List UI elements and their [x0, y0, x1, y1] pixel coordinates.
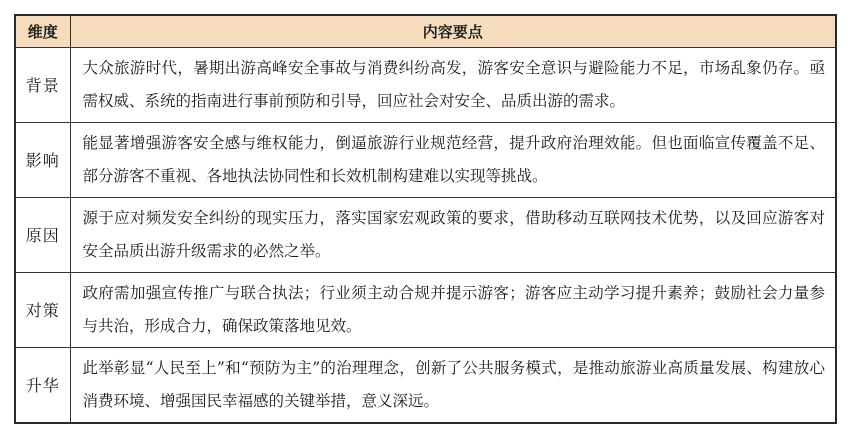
table-row [15, 197, 836, 272]
row-content-text: 大众旅游时代，暑期出游高峰安全事故与消费纠纷高发，游客安全意识与避险能力不足，市场乱象仍存。亟需权威、系统的指南进行事前预防和引导，回应社会对安全、品质出游的需求。 [70, 47, 836, 122]
row-dimension-label: 影响 [15, 122, 70, 197]
row-dimension-label: 背景 [15, 47, 70, 122]
row-content-text: 源于应对频发安全纠纷的现实压力，落实国家宏观政策的要求，借助移动互联网技术优势，以及回应游客对安全品质出游升级需求的必然之举。 [70, 197, 836, 272]
table-header-row [15, 15, 836, 47]
header-content: 内容要点 [70, 15, 836, 47]
table-row [15, 347, 836, 423]
row-dimension-label: 升华 [15, 347, 70, 423]
row-content-text: 政府需加强宣传推广与联合执法；行业须主动合规并提示游客；游客应主动学习提升素养；鼓励社会力量参与共治，形成合力，确保政策落地见效。 [70, 272, 836, 347]
table-row [15, 122, 836, 197]
row-dimension-label: 对策 [15, 272, 70, 347]
table-row [15, 47, 836, 122]
summary-table [14, 14, 837, 424]
row-content-text: 此举彰显“人民至上”和“预防为主”的治理理念，创新了公共服务模式，是推动旅游业高质量发展、构建放心消费环境、增强国民幸福感的关键举措，意义深远。 [70, 347, 836, 423]
row-dimension-label: 原因 [15, 197, 70, 272]
table-row [15, 272, 836, 347]
summary-table-container [14, 14, 837, 424]
header-dimension: 维度 [15, 15, 70, 47]
row-content-text: 能显著增强游客安全感与维权能力，倒逼旅游行业规范经营，提升政府治理效能。但也面临宣传覆盖不足、部分游客不重视、各地执法协同性和长效机制构建难以实现等挑战。 [70, 122, 836, 197]
